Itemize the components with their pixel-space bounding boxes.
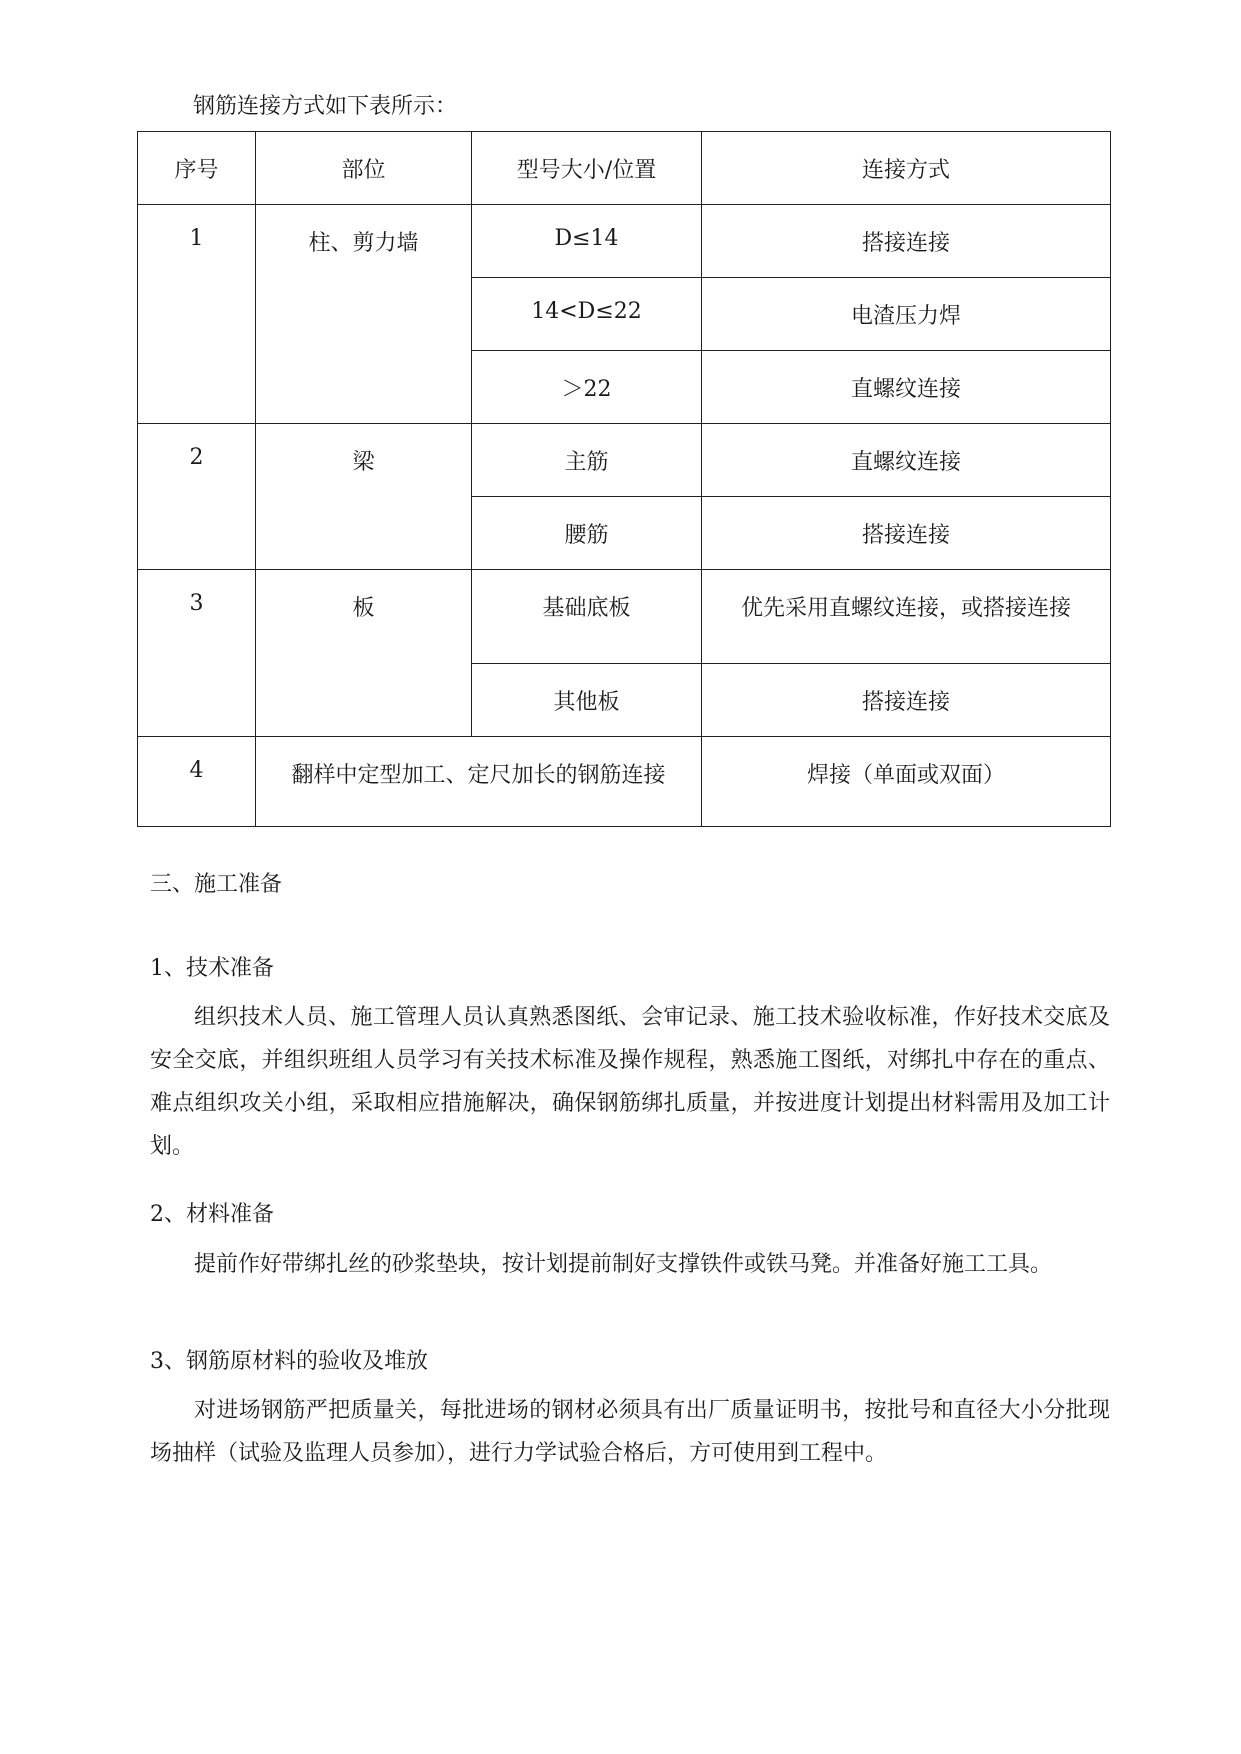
- row-method: 直螺纹连接: [702, 351, 1111, 424]
- header-size: 型号大小/位置: [472, 132, 702, 205]
- row-method: 直螺纹连接: [702, 424, 1111, 497]
- paragraph: 对进场钢筋严把质量关，每批进场的钢材必须具有出厂质量证明书，按批号和直径大小分批现场抽样（试验及监理人员参加），进行力学试验合格后，方可使用到工程中。: [150, 1398, 1110, 1466]
- row-part: 翻样中定型加工、定尺加长的钢筋连接: [256, 737, 702, 827]
- paragraph: 组织技术人员、施工管理人员认真熟悉图纸、会审记录、施工技术验收标准，作好技术交底及安全交底，并组织班组人员学习有关技术标准及操作规程，熟悉施工图纸，对绑扎中存在的重点、难点组织攻关小组，采取相应措施解决，确保钢筋绑扎质量，并按进度计划提出材料需用及加工计划。: [150, 1005, 1110, 1159]
- header-no: 序号: [138, 132, 256, 205]
- row-method: 搭接连接: [702, 497, 1111, 570]
- row-method: 焊接（单面或双面）: [702, 737, 1111, 827]
- table-row: [138, 424, 1111, 497]
- row-part: 梁: [256, 424, 472, 570]
- table-header-row: [138, 132, 1111, 205]
- row-size: ＞22: [472, 351, 702, 424]
- row-no: 4: [138, 737, 256, 827]
- row-size: 主筋: [472, 424, 702, 497]
- row-method: 电渣压力焊: [702, 278, 1111, 351]
- row-method: 搭接连接: [702, 205, 1111, 278]
- row-size: D≤14: [472, 205, 702, 278]
- row-part: 柱、剪力墙: [256, 205, 472, 424]
- row-size: 基础底板: [472, 570, 702, 664]
- row-method: 搭接连接: [702, 664, 1111, 737]
- section-heading: 三、施工准备: [150, 872, 283, 897]
- rebar-connection-table: [137, 131, 1111, 827]
- row-no: 3: [138, 570, 256, 737]
- row-method: 优先采用直螺纹连接，或搭接连接: [702, 570, 1111, 664]
- row-part: 板: [256, 570, 472, 737]
- row-no: 2: [138, 424, 256, 570]
- table-row: [138, 205, 1111, 278]
- table-intro: 钢筋连接方式如下表所示：: [193, 94, 458, 119]
- row-size: 腰筋: [472, 497, 702, 570]
- table-row: [138, 570, 1111, 664]
- subsection-heading: 1、技术准备: [150, 956, 274, 981]
- subsection-heading: 3、钢筋原材料的验收及堆放: [150, 1349, 428, 1374]
- row-size: 14<D≤22: [472, 278, 702, 351]
- paragraph: 提前作好带绑扎丝的砂浆垫块，按计划提前制好支撑铁件或铁马凳。并准备好施工工具。: [194, 1252, 1053, 1277]
- header-method: 连接方式: [702, 132, 1111, 205]
- row-no: 1: [138, 205, 256, 424]
- subsection-heading: 2、材料准备: [150, 1202, 274, 1227]
- header-part: 部位: [256, 132, 472, 205]
- table-row: [138, 737, 1111, 827]
- row-size: 其他板: [472, 664, 702, 737]
